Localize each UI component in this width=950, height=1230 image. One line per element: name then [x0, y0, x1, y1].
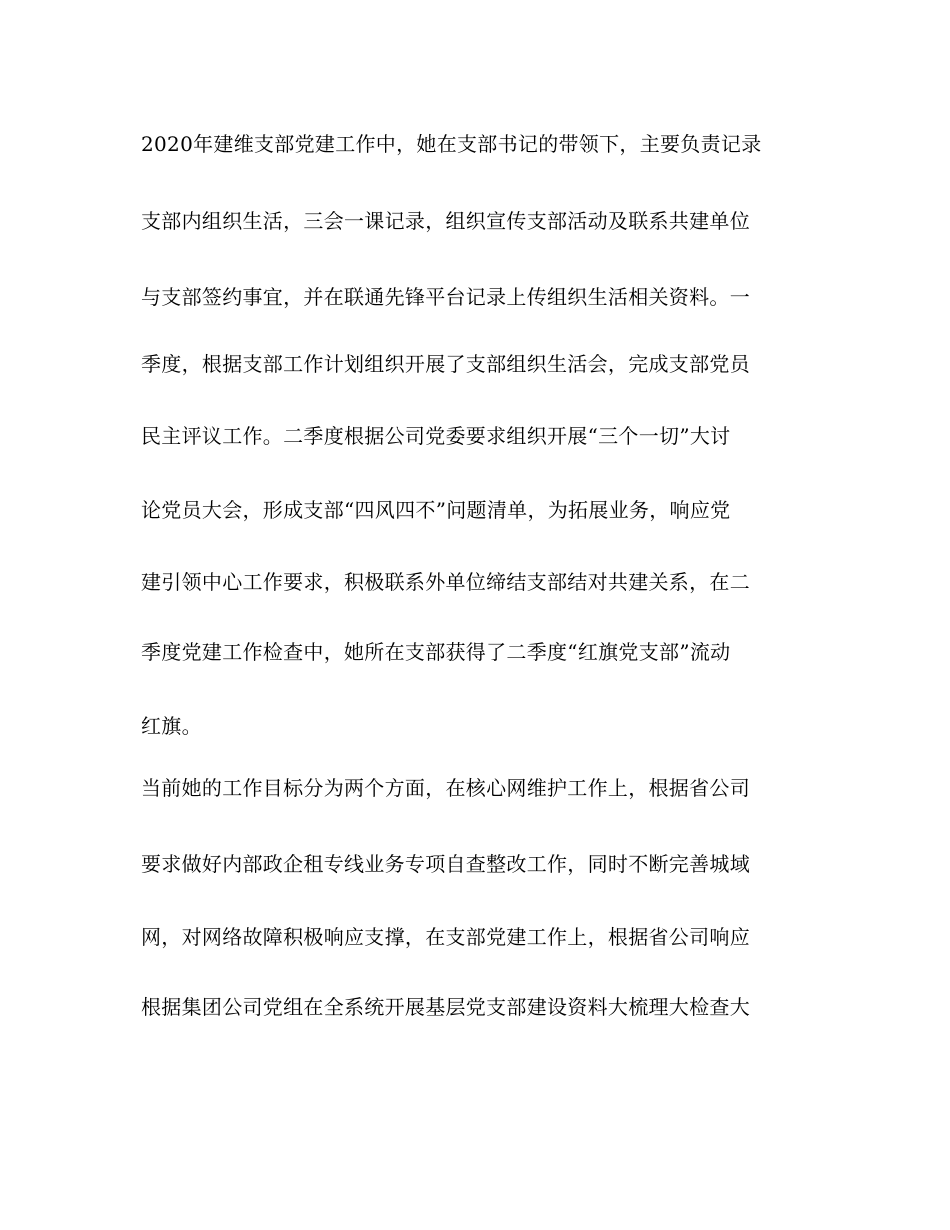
text-line: 当前她的工作目标分为两个方面，在核心网维护工作上，根据省公司 [141, 776, 750, 800]
text-line: 季度，根据支部工作计划组织开展了支部组织生活会，完成支部党员 [141, 352, 750, 376]
text-line: 2020年建维支部党建工作中，她在支部书记的带领下，主要负责记录 [141, 132, 762, 156]
text-line: 网，对网络故障积极响应支撑，在支部党建工作上，根据省公司响应 [141, 925, 750, 949]
text-line: 季度党建工作检查中，她所在支部获得了二季度“红旗党支部”流动 [141, 640, 731, 664]
text-line: 红旗。 [141, 714, 202, 738]
text-line: 民主评议工作。二季度根据公司党委要求组织开展“三个一切”大讨 [141, 424, 731, 448]
text-line: 与支部签约事宜，并在联通先锋平台记录上传组织生活相关资料。一 [141, 285, 750, 309]
text-line: 要求做好内部政企租专线业务专项自查整改工作，同时不断完善城域 [141, 852, 750, 876]
text-line: 建引领中心工作要求，积极联系外单位缔结支部结对共建关系，在二 [141, 570, 750, 594]
text-line: 论党员大会，形成支部“四风四不”问题清单，为拓展业务，响应党 [141, 498, 731, 522]
text-line: 根据集团公司党组在全系统开展基层党支部建设资料大梳理大检查大 [141, 995, 750, 1019]
text-line: 支部内组织生活，三会一课记录，组织宣传支部活动及联系共建单位 [141, 209, 750, 233]
